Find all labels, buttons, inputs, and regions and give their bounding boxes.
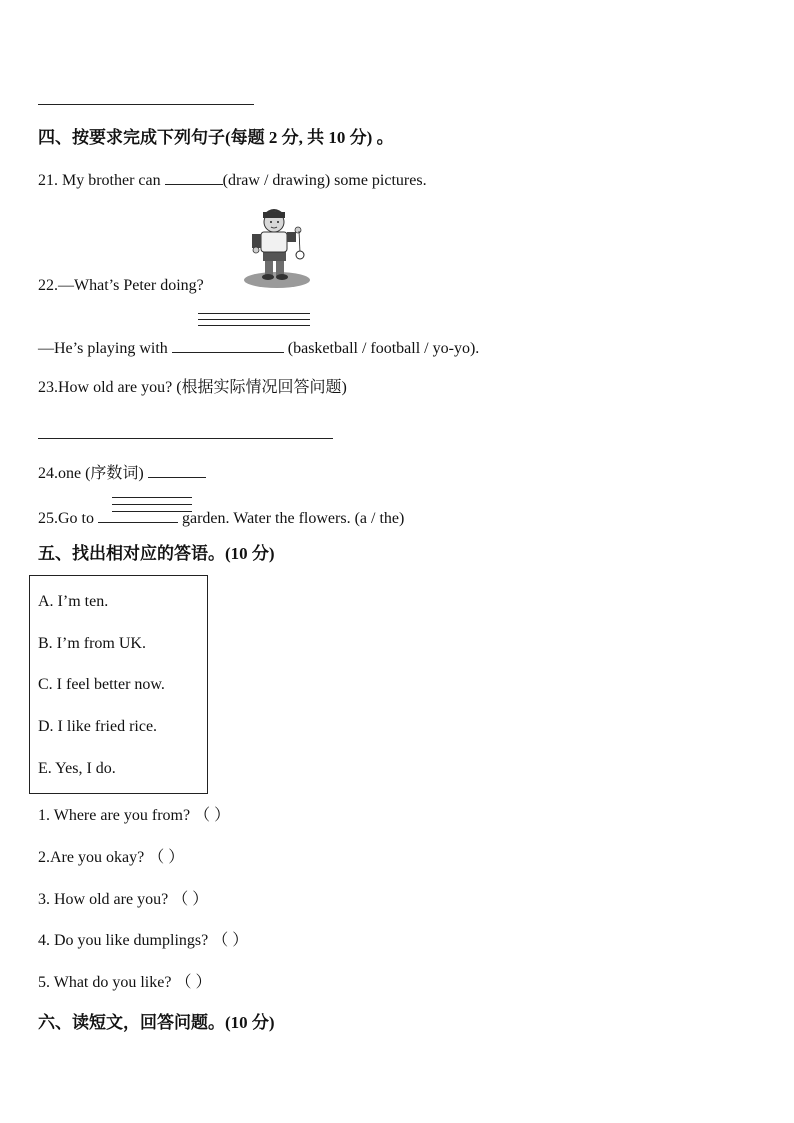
section5-heading: 五、找出相对应的答语。(10 分) [38,544,275,563]
question-21 [38,170,427,191]
section6-heading: 六、读短文，回答问题。(10 分) [38,1013,275,1032]
top-answer-line[interactable] [38,104,254,105]
match-q2-answer-paren[interactable]: （ ） [148,849,185,866]
match-q2-text: 2.Are you okay? [38,849,145,866]
q22-answer-post: (basketball / football / yo-yo). [287,340,480,357]
match-q1-answer-paren[interactable]: （ ） [194,807,231,824]
option-c: C. I feel better now. [38,676,165,693]
option-e: E. Yes, I do. [38,760,116,777]
q25-blank[interactable] [98,508,178,523]
q21-text-post: (draw / drawing) some pictures. [222,172,427,189]
option-a: A. I’m ten. [38,593,109,610]
q21-text-pre: 21. My brother can [38,172,161,189]
option-d: D. I like fried rice. [38,718,158,735]
question-23: 23.How old are you? (根据实际情况回答问题) [38,379,347,396]
boy-yoyo-illustration [243,206,313,288]
match-q4-answer-paren[interactable]: （ ） [212,932,249,949]
section4-heading: 四、按要求完成下列句子(每题 2 分, 共 10 分) 。 [38,128,394,147]
q21-blank[interactable] [165,170,223,185]
q25-text-pre: 25.Go to [38,510,94,527]
q25-text-post: garden. Water the flowers. (a / the) [182,510,405,527]
q22-answer-blank[interactable] [172,338,284,353]
match-q4-text: 4. Do you like dumplings? [38,932,209,949]
q22-blank-lines[interactable] [198,313,310,331]
option-b: B. I’m from UK. [38,635,146,652]
match-question-3 [38,890,208,910]
match-question-2 [38,848,184,868]
q22-answer-pre: —He’s playing with [38,340,168,357]
match-question-5 [38,973,211,993]
q23-answer-line[interactable] [38,438,333,439]
question-25 [38,508,404,529]
q24-blank[interactable] [148,463,206,478]
match-q3-text: 3. How old are you? [38,891,169,908]
match-q5-answer-paren[interactable]: （ ） [175,974,212,991]
match-question-4 [38,931,248,951]
question-24 [38,463,206,484]
match-q5-text: 5. What do you like? [38,974,172,991]
match-question-1 [38,806,230,826]
q24-text: 24.one (序数词) [38,465,144,482]
match-q3-answer-paren[interactable]: （ ） [172,891,209,908]
match-q1-text: 1. Where are you from? [38,807,191,824]
question-22: 22.—What’s Peter doing? [38,277,204,294]
q22-answer [38,338,479,359]
